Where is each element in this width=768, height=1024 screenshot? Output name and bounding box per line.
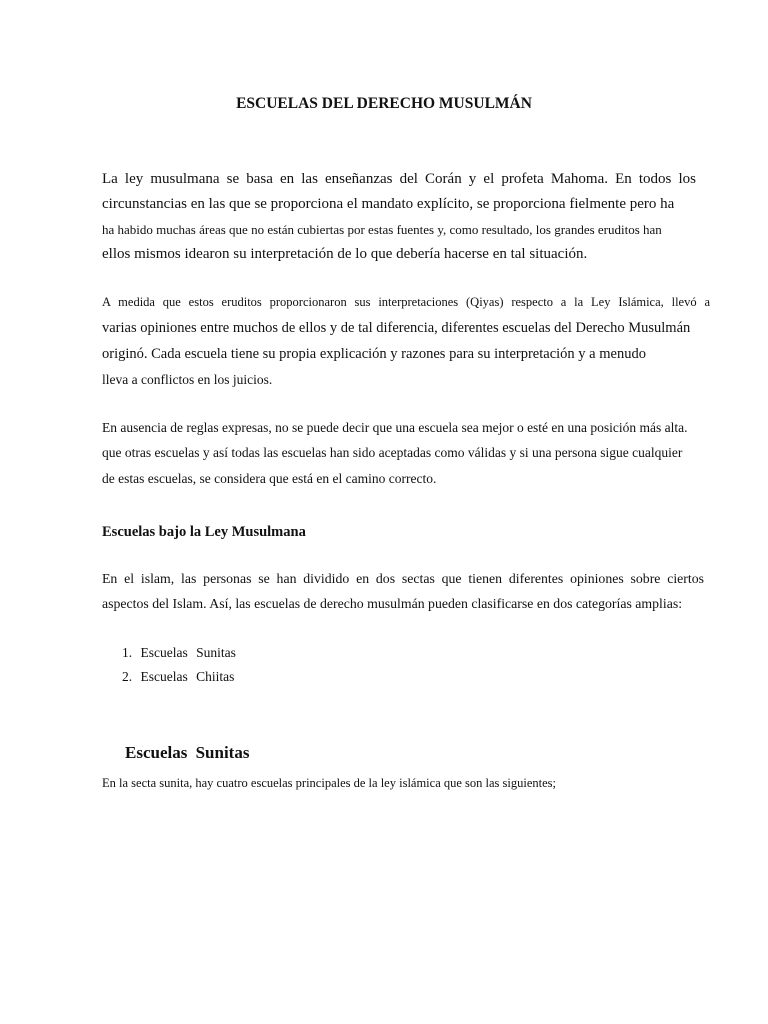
paragraph-2-line-2: varias opiniones entre muchos de ellos y de tal diferencia, diferentes escuelas del Derecho Musulmán bbox=[102, 320, 691, 336]
section-heading-escuelas-bajo-la-ley: Escuelas bajo la Ley Musulmana bbox=[102, 524, 306, 540]
document-title: ESCUELAS DEL DERECHO MUSULMÁN bbox=[236, 95, 532, 112]
paragraph-5: En la secta sunita, hay cuatro escuelas principales de la ley islámica que son las siguientes; bbox=[102, 776, 557, 790]
paragraph-1-line-2: circunstancias en las que se proporciona el mandato explícito, se proporciona fielmente pero ha bbox=[102, 196, 675, 212]
paragraph-1-line-1: La ley musulmana se basa en las enseñanzas del Corán y el profeta Mahoma. En todos los bbox=[102, 171, 696, 187]
paragraph-2-line-1: A medida que estos eruditos proporcionaron sus interpretaciones (Qiyas) respecto a la Ley Islámica, llevó a bbox=[102, 295, 710, 309]
paragraph-4-line-1: En el islam, las personas se han dividido en dos sectas que tienen diferentes opiniones sobre ciertos bbox=[102, 571, 704, 586]
paragraph-2-line-3: originó. Cada escuela tiene su propia explicación y razones para su interpretación y a menudo bbox=[102, 346, 646, 362]
paragraph-1-line-3: ha habido muchas áreas que no están cubiertas por estas fuentes y, como resultado, los grandes eruditos han bbox=[102, 222, 662, 237]
paragraph-2-line-4: lleva a conflictos en los juicios. bbox=[102, 372, 273, 387]
paragraph-1-line-4: ellos mismos idearon su interpretación de lo que debería hacerse en tal situación. bbox=[102, 246, 588, 262]
paragraph-3-line-3: de estas escuelas, se considera que está en el camino correcto. bbox=[102, 471, 437, 486]
paragraph-3-line-1: En ausencia de reglas expresas, no se puede decir que una escuela sea mejor o esté en una posición más alta. bbox=[102, 420, 688, 435]
paragraph-3-line-2: que otras escuelas y así todas las escuelas han sido aceptadas como válidas y si una persona sigue cualquier bbox=[102, 445, 683, 460]
list-item-escuelas-chiitas: 2. Escuelas Chiitas bbox=[122, 669, 235, 684]
list-item-escuelas-sunitas: 1. Escuelas Sunitas bbox=[122, 645, 236, 660]
section-heading-escuelas-sunitas: Escuelas Sunitas bbox=[125, 743, 250, 762]
paragraph-4-line-2: aspectos del Islam. Así, las escuelas de derecho musulmán pueden clasificarse en dos categorías amplias: bbox=[102, 596, 683, 611]
